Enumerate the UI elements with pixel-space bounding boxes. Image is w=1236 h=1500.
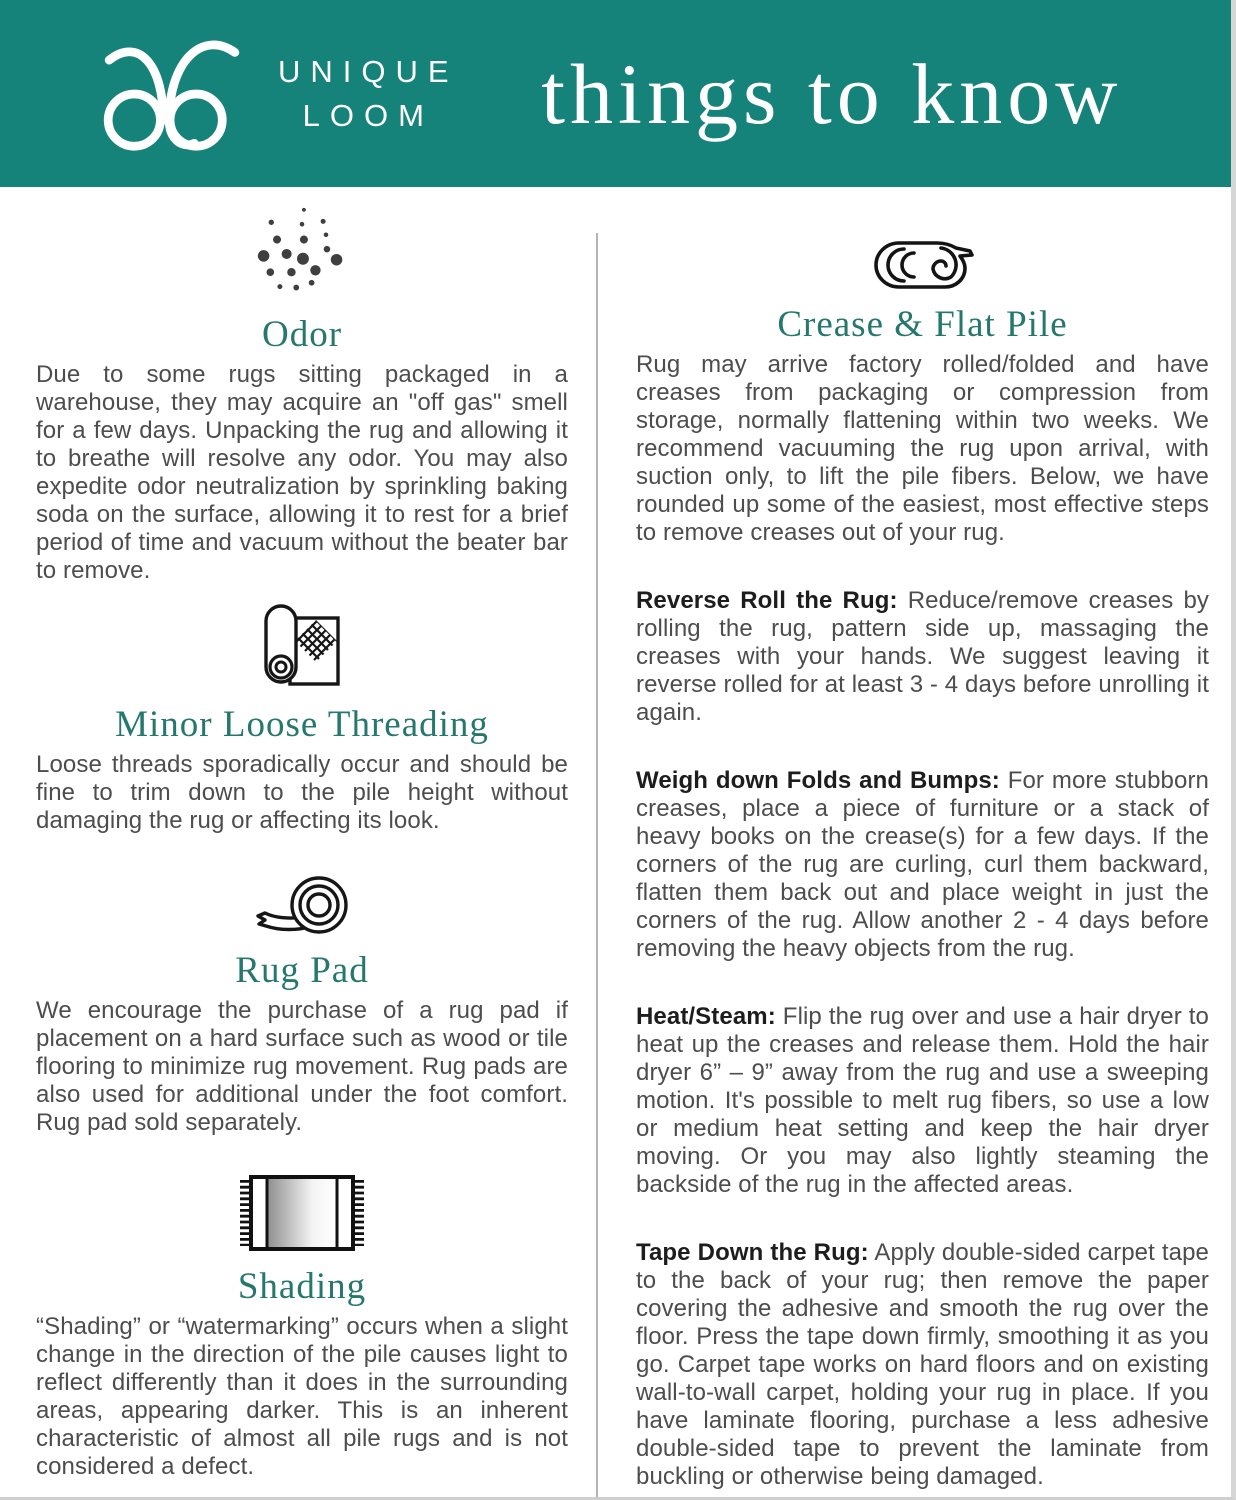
tip-text: Flip the rug over and use a hair dryer to heat up the creases and release them. Hold the hair dryer 6” – 9” away from the rug and use a sweeping motion. It's possible to melt rug fibers, so use a low or medium heat setting and keep the hair dryer moving. Or you may also lightly steaming the backside of the rug in the affected areas.: [636, 1003, 1209, 1198]
section-title-crease: Crease & Flat Pile: [777, 304, 1068, 345]
content-columns: [0, 187, 1231, 1497]
section-shading: [36, 1173, 568, 1481]
right-column: [598, 187, 1231, 1497]
tip-heat-steam: [636, 1003, 1209, 1199]
brand-logo-group: [96, 35, 459, 153]
odor-dots-icon: [36, 205, 568, 301]
section-title-odor: Odor: [261, 314, 343, 355]
brand-wordmark: [278, 50, 459, 138]
shaded-rug-fringe-icon: [36, 1173, 568, 1253]
left-column: [0, 187, 568, 1497]
tip-text: For more stubborn creases, place a piece of furniture or a stack of heavy books on the crease(s) for a few days. If the corners of the rug are curling, curl them backward, flatten them back out and place weight in just the corners of the rug. Allow another 2 - 4 days before removing the heavy objects from the rug.: [636, 767, 1209, 962]
tip-label: Tape Down the Rug:: [636, 1239, 869, 1266]
tip-label: Reverse Roll the Rug:: [636, 587, 898, 614]
unique-loom-owl-logo-icon: [96, 35, 248, 153]
tip-label: Heat/Steam:: [636, 1003, 776, 1030]
header-banner: [0, 0, 1231, 187]
section-odor: [36, 205, 568, 585]
page-title: things to know: [541, 45, 1123, 142]
section-body-odor: Due to some rugs sitting packaged in a warehouse, they may acquire an "off gas" smell for a few days. Unpacking the rug and allowing it to breathe will resolve any odor. You may also expedite odor neutralization by sprinkling baking soda on the surface, allowing it to rest for a brief period of time and vacuum without the beater bar to remove.: [36, 361, 568, 584]
section-body-shading: “Shading” or “watermarking” occurs when a slight change in the direction of the pile causes light to reflect differently than it does in the surrounding areas, appearing darker. This is an inherent characteristic of almost all pile rugs and is not considered a defect.: [36, 1313, 568, 1480]
brand-line-2: LOOM: [302, 97, 434, 133]
brand-line-1: UNIQUE: [278, 53, 459, 89]
rug-pad-roll-icon: [36, 875, 568, 937]
section-body-rug-pad: We encourage the purchase of a rug pad if placement on a hard surface such as wood or tile flooring to minimize rug movement. Rug pads are also used for additional under the foot comfort. Rug pad sold separately.: [36, 997, 568, 1136]
rolled-rug-crease-icon: [636, 239, 1209, 291]
section-title-shading: Shading: [237, 1266, 367, 1307]
section-rug-pad: [36, 875, 568, 1137]
section-title-rug-pad: Rug Pad: [235, 950, 369, 991]
tip-text: Apply double-sided carpet tape to the back of your rug; then remove the paper covering the adhesive and smooth the rug over the floor. Press the tape down firmly, smoothing it as you go. Carpet tape works on hard floors and on existing wall-to-wall carpet, holding your rug in place. If you have laminate flooring, purchase a less adhesive double-sided tape to prevent the laminate from buckling or otherwise being damaged.: [636, 1239, 1209, 1490]
section-title-threading: Minor Loose Threading: [115, 704, 489, 745]
section-minor-loose-threading: [36, 603, 568, 835]
tip-label: Weigh down Folds and Bumps:: [636, 767, 1000, 794]
tip-text: Reduce/remove creases by rolling the rug, pattern side up, massaging the creases with your hands. We suggest leaving it reverse rolled for at least 3 - 4 days before unrolling it again.: [636, 587, 1209, 726]
section-crease-flat-pile: [636, 239, 1209, 547]
rolled-rug-threading-icon: [36, 603, 568, 691]
section-body-threading: Loose threads sporadically occur and should be fine to trim down to the pile height without damaging the rug or affecting its look.: [36, 751, 568, 834]
section-body-crease: Rug may arrive factory rolled/folded and have creases from packaging or compression from storage, normally flattening within two weeks. We recommend vacuuming the rug upon arrival, with suction only, to lift the pile fibers. Below, we have rounded up some of the easiest, most effective steps to remove creases out of your rug.: [636, 351, 1209, 546]
tip-weigh-down: [636, 767, 1209, 963]
tip-reverse-roll: [636, 587, 1209, 727]
tip-tape-down: [636, 1239, 1209, 1491]
